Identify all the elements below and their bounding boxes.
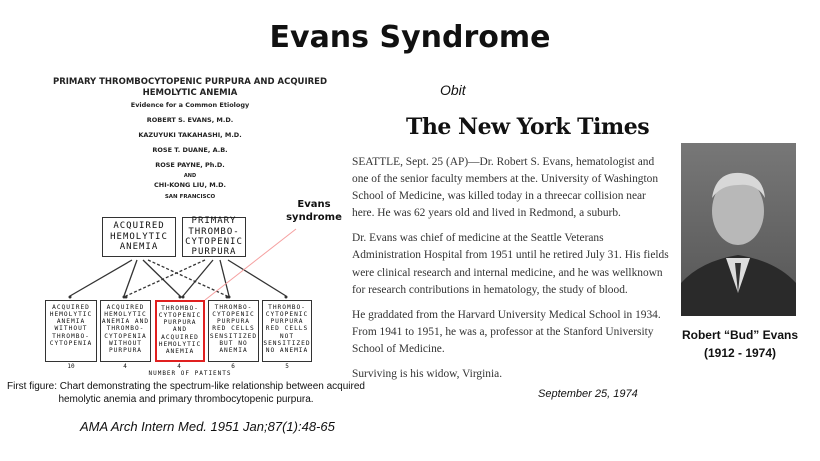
patient-count: 6 — [231, 363, 235, 370]
author: KAZUYUKI TAKAHASHI, M.D. — [138, 131, 242, 139]
figure-arrows — [0, 0, 372, 310]
portrait-silhouette — [681, 143, 796, 316]
axis-label: NUMBER OF PATIENTS — [148, 370, 232, 377]
evans-annotation: Evans syndrome — [286, 199, 342, 223]
article-paragraph: SEATTLE, Sept. 25 (AP)—Dr. Robert S. Evans, hematologist and one of the senior faculty members at the. University of Washington School of Medicine, was killed today in a threecar collision near here. He was 62 years old and lived in Redmond, a suburb. — [352, 156, 659, 220]
citation: AMA Arch Intern Med. 1951 Jan;87(1):48-65 — [80, 419, 335, 434]
obituary-article — [352, 154, 670, 391]
author-and: AND — [183, 173, 197, 179]
portrait-name: Robert “Bud” Evans — [681, 328, 798, 342]
figure-box-evans-highlight: THROMBO-CYTOPENIC PURPURA AND ACQUIRED HEMOLYTIC ANEMIA — [155, 300, 205, 362]
figure-box-outcome: THROMBO-CYTOPENIC PURPURA RED CELLS SENSITIZED BUT NO ANEMIA — [208, 300, 259, 362]
obit-date: September 25, 1974 — [538, 388, 638, 400]
article-paragraph: Dr. Evans was chief of medicine at the Seattle Veterans Administration Hospital from 1951 until he retired July 31. His fields were clinical research and internal medicine, and he was wellknown for research contributions in hematology, the study of blood. — [352, 232, 669, 296]
figure-box-outcome: THROMBO-CYTOPENIC PURPURA RED CELLS NOT SENSITIZED NO ANEMIA — [262, 300, 312, 362]
nyt-logo: The New York Times — [406, 114, 650, 140]
paper-title: PRIMARY THROMBOCYTOPENIC PURPURA AND ACQUIRED HEMOLYTIC ANEMIA — [52, 77, 328, 98]
author: ROSE PAYNE, Ph.D. — [155, 161, 225, 169]
author: ROSE T. DUANE, A.B. — [152, 146, 228, 154]
article-paragraph: Surviving is his widow, Virginia. — [352, 368, 503, 381]
figure-box-itp: PRIMARY THROMBO-CYTOPENIC PURPURA — [182, 217, 246, 257]
figure-box-outcome: ACQUIRED HEMOLYTIC ANEMIA WITHOUT THROMBO-CYTOPENIA — [45, 300, 97, 362]
author: CHI-KONG LIU, M.D. — [153, 181, 226, 189]
patient-count: 4 — [177, 363, 181, 370]
portrait-caption — [670, 326, 810, 362]
patient-count: 10 — [67, 363, 75, 370]
author: ROBERT S. EVANS, M.D. — [146, 116, 234, 124]
patient-count: 5 — [285, 363, 289, 370]
patient-count: 4 — [123, 363, 127, 370]
figure-box-aha: ACQUIRED HEMOLYTIC ANEMIA — [102, 217, 176, 257]
portrait-years: (1912 - 1974) — [703, 346, 777, 360]
figure-caption: First figure: Chart demonstrating the spectrum-like relationship between acquired hemolytic anemia and primary thrombocytopenic purpura. — [7, 381, 365, 405]
article-paragraph: He graddated from the Harvard University Medical School in 1934. From 1941 to 1951, he was a, professor at the Stanford University School of Medicine. — [352, 308, 661, 355]
paper-subtitle: Evidence for a Common Etiology — [130, 101, 250, 109]
obit-heading: Obit — [440, 82, 466, 98]
figure-box-outcome: ACQUIRED HEMOLYTIC ANEMIA AND THROMBO-CYTOPENIA WITHOUT PURPURA — [100, 300, 151, 362]
portrait-photo — [681, 143, 796, 316]
paper-location: SAN FRANCISCO — [164, 194, 216, 200]
slide-title: Evans Syndrome — [269, 20, 551, 55]
